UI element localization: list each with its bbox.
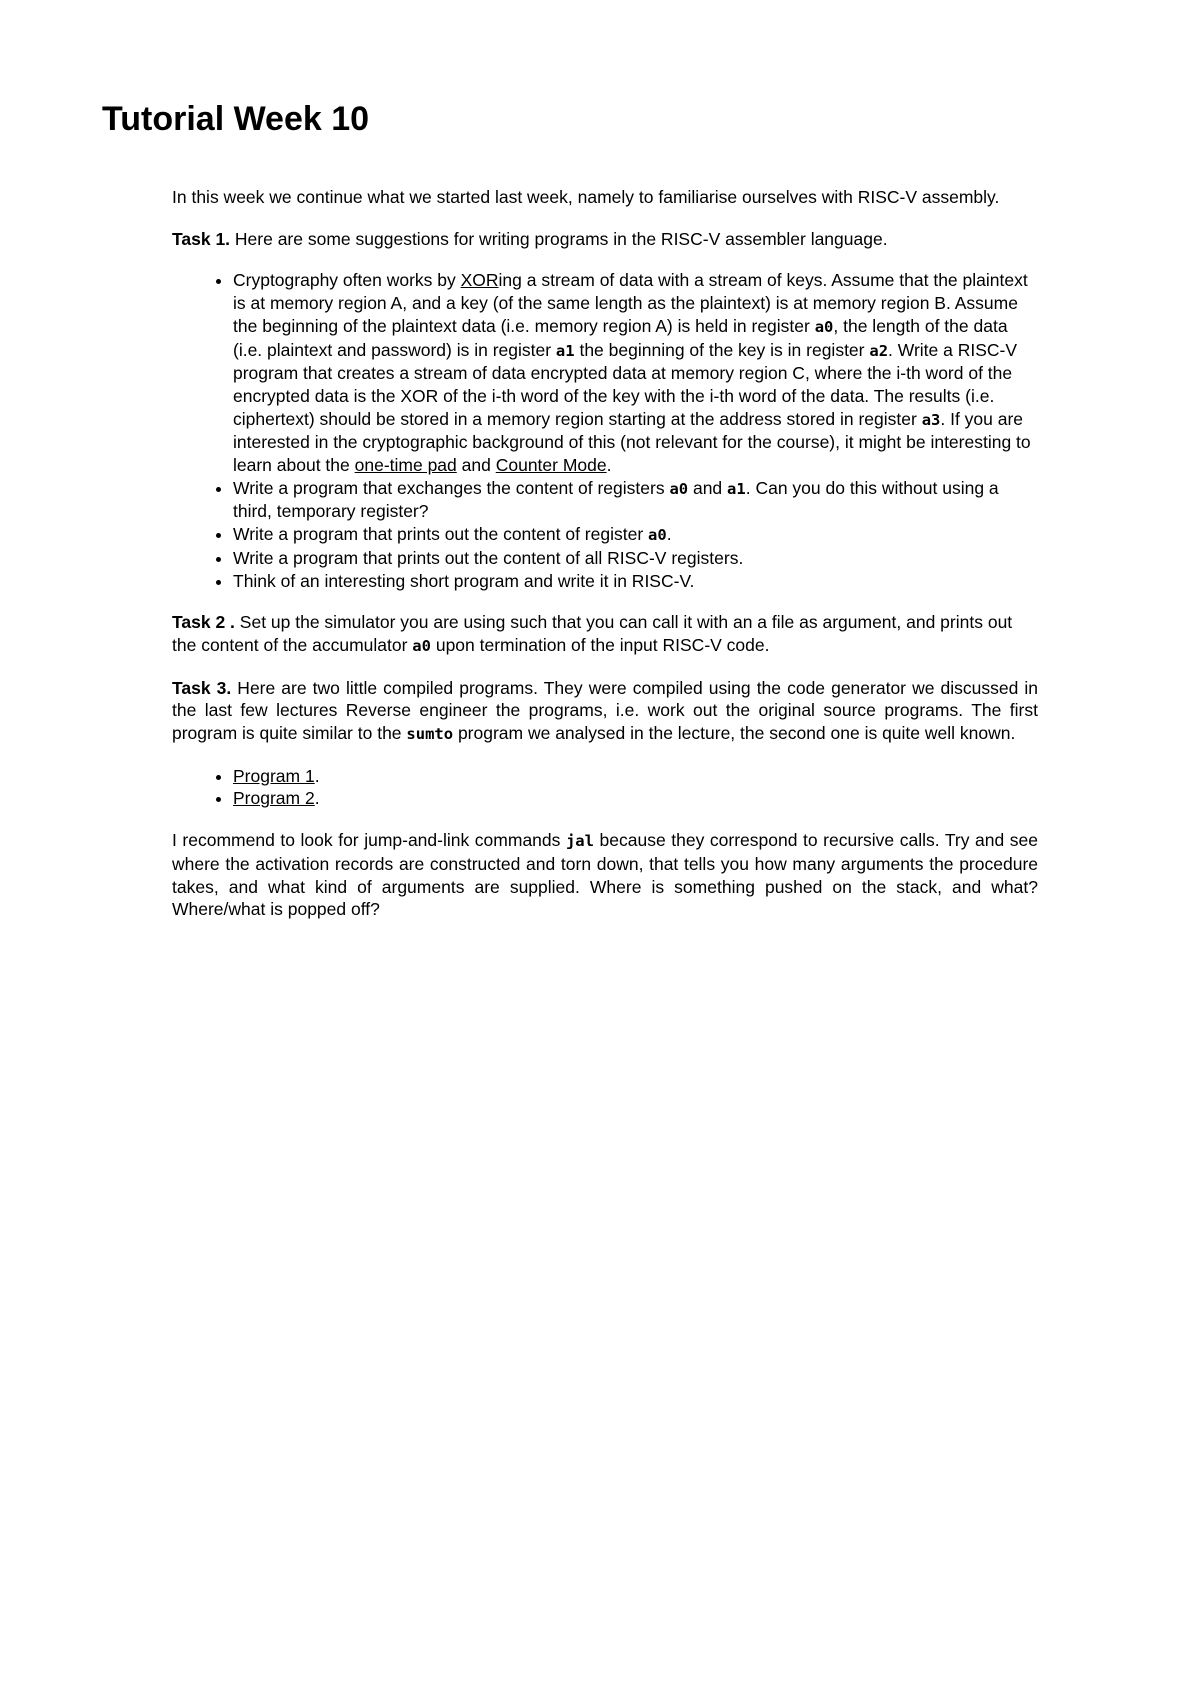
bullet-text: the beginning of the key is in register xyxy=(574,339,870,360)
program-1-link[interactable]: Program 1 xyxy=(233,765,315,786)
page-title: Tutorial Week 10 xyxy=(102,100,370,138)
bullet-text: Write a program that prints out the content of register xyxy=(233,524,649,545)
task2-paragraph xyxy=(172,611,1038,657)
closing-text: I recommend to look for jump-and-link commands xyxy=(172,830,566,851)
bullet-text: and xyxy=(688,477,728,498)
bullet-text: Write a program that exchanges the content of registers xyxy=(233,477,670,498)
task2-text: Set up the simulator you are using such that you can call it with an a file as argument, and prints out the content of the accumulator xyxy=(172,612,1013,655)
sumto-code: sumto xyxy=(406,725,454,744)
bullet-text: . If you are interested in the cryptographic background of this (not relevant for the course), it might be interesting to learn about the xyxy=(233,408,1031,476)
bullet-text: . xyxy=(314,765,320,786)
list-item xyxy=(233,787,1038,810)
task1-list xyxy=(172,269,1038,592)
register-a0-code: a0 xyxy=(669,479,689,498)
task2-text: upon termination of the input RISC-V code. xyxy=(430,634,770,655)
list-item xyxy=(233,765,1038,788)
list-item xyxy=(233,523,1038,547)
program-2-link[interactable]: Program 2 xyxy=(233,788,315,809)
task3-label: Task 3. xyxy=(172,677,232,698)
register-a0-code: a0 xyxy=(412,636,431,655)
program-list xyxy=(172,765,1038,810)
register-a1-code: a1 xyxy=(727,479,746,498)
task3-text: program we analysed in the lecture, the second one is quite well known. xyxy=(453,723,1016,744)
task3-paragraph xyxy=(172,677,1038,746)
task1-text: Here are some suggestions for writing programs in the RISC-V assembler language. xyxy=(230,228,888,249)
register-a0-code: a0 xyxy=(814,317,834,336)
bullet-text: . Write a RISC-V program that creates a stream of data encrypted data at memory region C, where the i-th word of the encrypted data is the XOR of the i-th word of the key with the i-th word of the data. The results (i.e. ciphertext) should be stored in a memory region starting at the address stored in register xyxy=(233,339,1018,429)
intro-paragraph: In this week we continue what we started last week, namely to familiarise ourselves with RISC-V assembly. xyxy=(172,187,1000,207)
document-body xyxy=(172,186,1038,940)
bullet-text: , the length of the data (i.e. plaintext and password) is in register xyxy=(233,315,1008,360)
list-item: • Write a program that prints out the content of all RISC-V registers. xyxy=(233,547,1038,570)
bullet-text: . Can you do this without using a third, temporary register? xyxy=(233,477,999,522)
list-item xyxy=(233,477,1038,523)
bullet-text: . xyxy=(314,788,320,809)
one-time-pad-link[interactable]: one-time pad xyxy=(354,455,457,476)
bullet-text: . xyxy=(666,524,672,545)
bullet-text: Cryptography often works by xyxy=(233,270,461,291)
register-a0-code: a0 xyxy=(648,526,667,545)
bullet-text: ing a stream of data with a stream of keys. Assume that the plaintext is at memory region A, and a key (of the same length as the plaintext) is at memory region B. Assume the beginning of the plaintext data (i.e. memory region A) is held in register xyxy=(233,270,1028,336)
closing-paragraph xyxy=(172,829,1038,921)
task1-paragraph xyxy=(172,228,1038,251)
xor-link[interactable]: XOR xyxy=(460,270,499,291)
bullet-text: . xyxy=(606,455,612,476)
register-a3-code: a3 xyxy=(921,410,941,429)
task3-text: Here are two little compiled programs. They were compiled using the code generator we discussed in the last few lectures Reverse engineer the programs, i.e. work out the original source programs. The first program is quite similar to the xyxy=(172,677,1038,744)
jal-code: jal xyxy=(565,832,594,851)
closing-text: because they correspond to recursive calls. Try and see where the activation records are constructed and torn down, that tells you how many arguments the procedure takes, and what kind of arguments are supplied. Where is something pushed on the stack, and what? Where/what is popped off? xyxy=(172,830,1038,920)
register-a2-code: a2 xyxy=(869,341,889,360)
counter-mode-link[interactable]: Counter Mode xyxy=(495,455,607,476)
list-item: • Think of an interesting short program and write it in RISC-V. xyxy=(233,570,1038,593)
task2-label: Task 2 . xyxy=(172,612,235,633)
task1-label: Task 1. xyxy=(172,228,231,249)
list-item xyxy=(233,269,1038,476)
bullet-text: and xyxy=(456,455,496,476)
register-a1-code: a1 xyxy=(555,341,575,360)
